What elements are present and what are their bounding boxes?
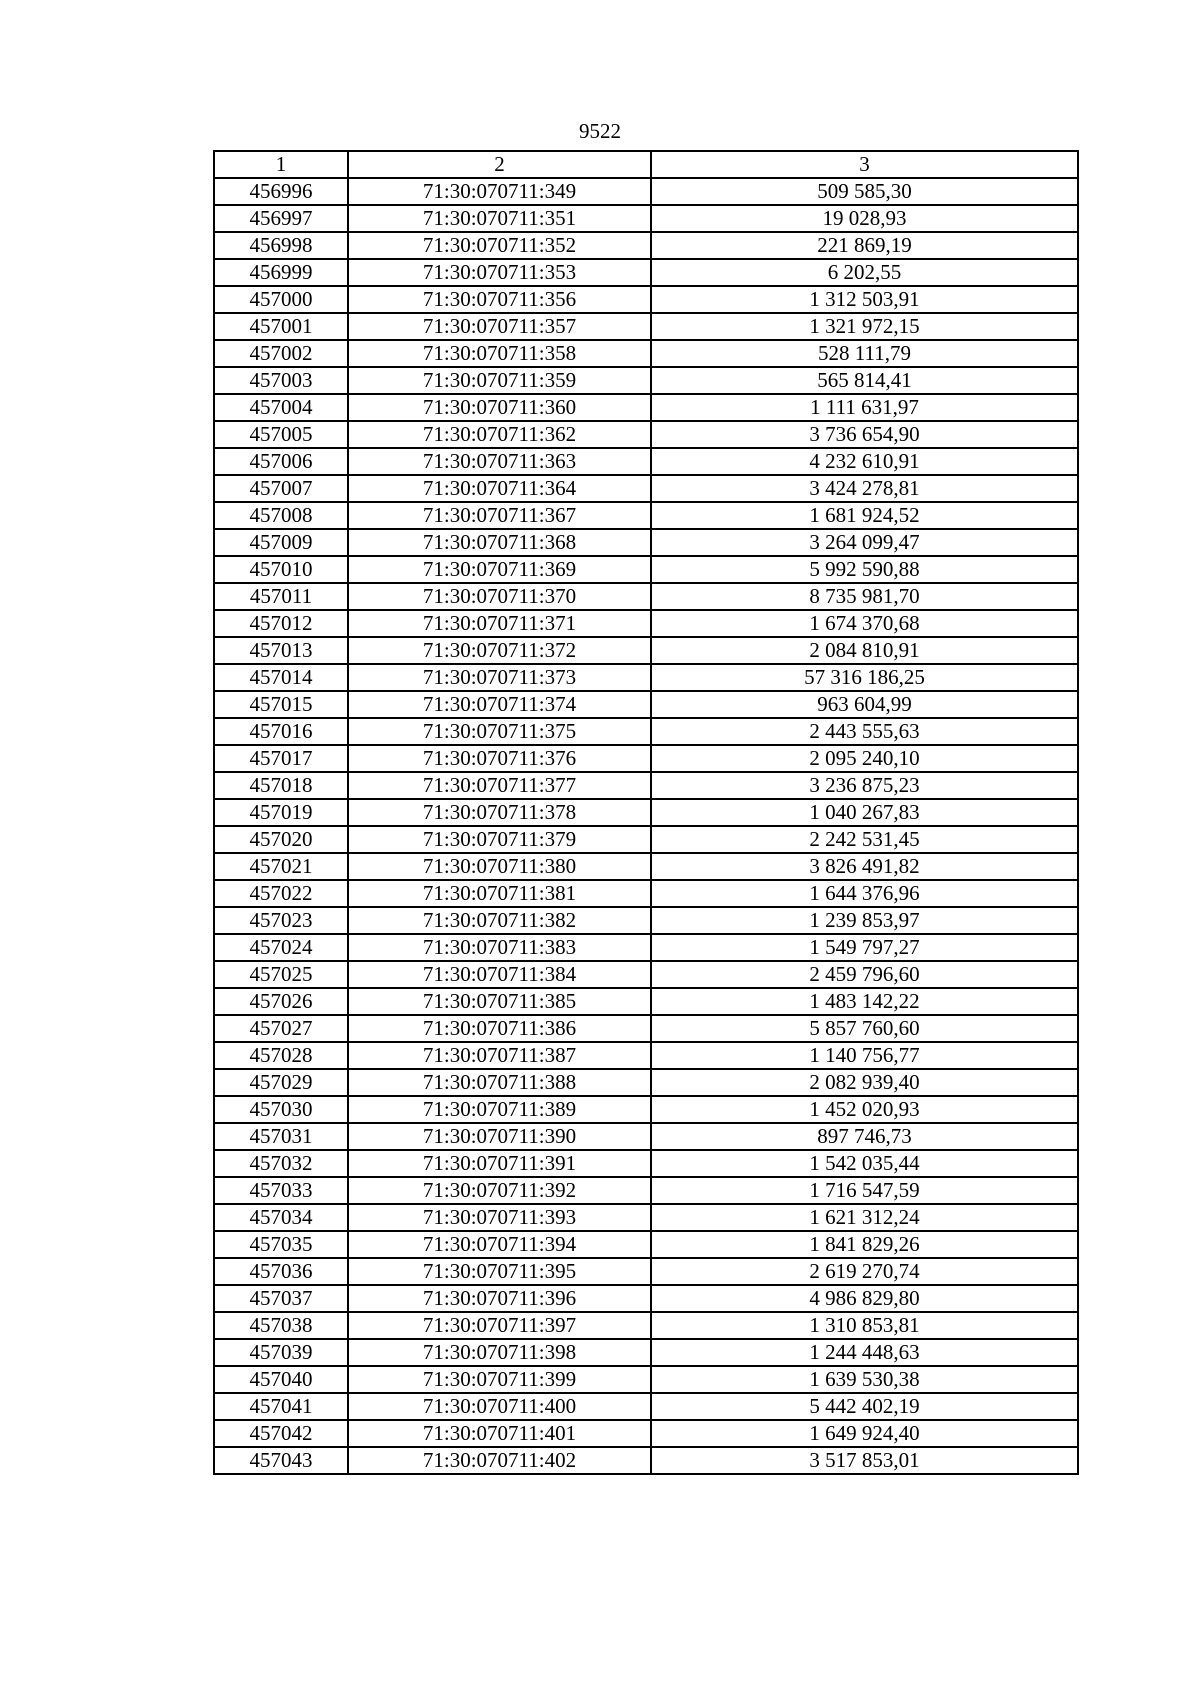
row-number-cell: 457035 (214, 1231, 348, 1258)
value-cell: 3 826 491,82 (651, 853, 1078, 880)
value-cell: 1 239 853,97 (651, 907, 1078, 934)
cadastral-number-cell: 71:30:070711:351 (348, 205, 651, 232)
cadastral-number-cell: 71:30:070711:359 (348, 367, 651, 394)
cadastral-number-cell: 71:30:070711:395 (348, 1258, 651, 1285)
value-cell: 1 542 035,44 (651, 1150, 1078, 1177)
cadastral-number-cell: 71:30:070711:368 (348, 529, 651, 556)
cadastral-number-cell: 71:30:070711:381 (348, 880, 651, 907)
value-cell: 8 735 981,70 (651, 583, 1078, 610)
value-cell: 6 202,55 (651, 259, 1078, 286)
table-row (214, 1447, 1078, 1474)
cadastral-number-cell: 71:30:070711:371 (348, 610, 651, 637)
cadastral-number-cell: 71:30:070711:364 (348, 475, 651, 502)
cadastral-number-cell: 71:30:070711:383 (348, 934, 651, 961)
value-cell: 19 028,93 (651, 205, 1078, 232)
row-number-cell: 457017 (214, 745, 348, 772)
cadastral-number-cell: 71:30:070711:387 (348, 1042, 651, 1069)
table-row (214, 394, 1078, 421)
value-cell: 1 674 370,68 (651, 610, 1078, 637)
table-row (214, 1096, 1078, 1123)
row-number-cell: 457005 (214, 421, 348, 448)
row-number-cell: 457022 (214, 880, 348, 907)
table-row (214, 880, 1078, 907)
cadastral-number-cell: 71:30:070711:399 (348, 1366, 651, 1393)
table-row (214, 961, 1078, 988)
page-number: 9522 (579, 119, 621, 143)
row-number-cell: 457007 (214, 475, 348, 502)
value-cell: 3 517 853,01 (651, 1447, 1078, 1474)
table-row (214, 745, 1078, 772)
value-cell: 963 604,99 (651, 691, 1078, 718)
value-cell: 2 082 939,40 (651, 1069, 1078, 1096)
row-number-cell: 457040 (214, 1366, 348, 1393)
cadastral-number-cell: 71:30:070711:400 (348, 1393, 651, 1420)
table-row (214, 421, 1078, 448)
column-header-3: 3 (651, 151, 1078, 178)
row-number-cell: 457003 (214, 367, 348, 394)
cadastral-number-cell: 71:30:070711:358 (348, 340, 651, 367)
value-cell: 565 814,41 (651, 367, 1078, 394)
row-number-cell: 457016 (214, 718, 348, 745)
row-number-cell: 457028 (214, 1042, 348, 1069)
table-row (214, 988, 1078, 1015)
row-number-cell: 457041 (214, 1393, 348, 1420)
table-row (214, 1042, 1078, 1069)
cadastral-number-cell: 71:30:070711:352 (348, 232, 651, 259)
row-number-cell: 457015 (214, 691, 348, 718)
cadastral-number-cell: 71:30:070711:357 (348, 313, 651, 340)
row-number-cell: 457032 (214, 1150, 348, 1177)
cadastral-number-cell: 71:30:070711:353 (348, 259, 651, 286)
table-row (214, 583, 1078, 610)
value-cell: 5 992 590,88 (651, 556, 1078, 583)
value-cell: 528 111,79 (651, 340, 1078, 367)
row-number-cell: 457021 (214, 853, 348, 880)
row-number-cell: 457020 (214, 826, 348, 853)
value-cell: 1 639 530,38 (651, 1366, 1078, 1393)
row-number-cell: 457002 (214, 340, 348, 367)
table-row (214, 178, 1078, 205)
cadastral-number-cell: 71:30:070711:372 (348, 637, 651, 664)
row-number-cell: 457025 (214, 961, 348, 988)
row-number-cell: 456998 (214, 232, 348, 259)
table-row (214, 1015, 1078, 1042)
row-number-cell: 457004 (214, 394, 348, 421)
row-number-cell: 457018 (214, 772, 348, 799)
row-number-cell: 457012 (214, 610, 348, 637)
table-row (214, 934, 1078, 961)
value-cell: 3 736 654,90 (651, 421, 1078, 448)
cadastral-number-cell: 71:30:070711:377 (348, 772, 651, 799)
row-number-cell: 457030 (214, 1096, 348, 1123)
cadastral-number-cell: 71:30:070711:349 (348, 178, 651, 205)
row-number-cell: 457029 (214, 1069, 348, 1096)
row-number-cell: 457031 (214, 1123, 348, 1150)
cadastral-number-cell: 71:30:070711:402 (348, 1447, 651, 1474)
value-cell: 1 312 503,91 (651, 286, 1078, 313)
value-cell: 1 841 829,26 (651, 1231, 1078, 1258)
row-number-cell: 457036 (214, 1258, 348, 1285)
table-row (214, 637, 1078, 664)
row-number-cell: 457000 (214, 286, 348, 313)
table-body (214, 151, 1078, 1474)
cadastral-number-cell: 71:30:070711:385 (348, 988, 651, 1015)
cadastral-number-cell: 71:30:070711:390 (348, 1123, 651, 1150)
value-cell: 1 452 020,93 (651, 1096, 1078, 1123)
row-number-cell: 457013 (214, 637, 348, 664)
table-row (214, 502, 1078, 529)
table-row (214, 1366, 1078, 1393)
row-number-cell: 457034 (214, 1204, 348, 1231)
row-number-cell: 456999 (214, 259, 348, 286)
cadastral-number-cell: 71:30:070711:398 (348, 1339, 651, 1366)
cadastral-number-cell: 71:30:070711:384 (348, 961, 651, 988)
value-cell: 1 716 547,59 (651, 1177, 1078, 1204)
row-number-cell: 457026 (214, 988, 348, 1015)
value-cell: 897 746,73 (651, 1123, 1078, 1150)
table-row (214, 772, 1078, 799)
column-header-1: 1 (214, 151, 348, 178)
row-number-cell: 457019 (214, 799, 348, 826)
cadastral-number-cell: 71:30:070711:369 (348, 556, 651, 583)
table-row (214, 286, 1078, 313)
value-cell: 1 649 924,40 (651, 1420, 1078, 1447)
data-table (213, 150, 1079, 1475)
value-cell: 4 986 829,80 (651, 1285, 1078, 1312)
value-cell: 3 424 278,81 (651, 475, 1078, 502)
value-cell: 1 321 972,15 (651, 313, 1078, 340)
cadastral-number-cell: 71:30:070711:394 (348, 1231, 651, 1258)
cadastral-number-cell: 71:30:070711:376 (348, 745, 651, 772)
table-row (214, 799, 1078, 826)
table-row (214, 205, 1078, 232)
table-row (214, 826, 1078, 853)
value-cell: 221 869,19 (651, 232, 1078, 259)
cadastral-number-cell: 71:30:070711:401 (348, 1420, 651, 1447)
value-cell: 1 483 142,22 (651, 988, 1078, 1015)
table-row (214, 691, 1078, 718)
cadastral-number-cell: 71:30:070711:397 (348, 1312, 651, 1339)
value-cell: 5 857 760,60 (651, 1015, 1078, 1042)
cadastral-number-cell: 71:30:070711:393 (348, 1204, 651, 1231)
cadastral-number-cell: 71:30:070711:386 (348, 1015, 651, 1042)
row-number-cell: 457006 (214, 448, 348, 475)
value-cell: 1 549 797,27 (651, 934, 1078, 961)
value-cell: 2 242 531,45 (651, 826, 1078, 853)
cadastral-number-cell: 71:30:070711:380 (348, 853, 651, 880)
value-cell: 2 459 796,60 (651, 961, 1078, 988)
cadastral-number-cell: 71:30:070711:392 (348, 1177, 651, 1204)
value-cell: 2 443 555,63 (651, 718, 1078, 745)
value-cell: 1 621 312,24 (651, 1204, 1078, 1231)
table-row (214, 313, 1078, 340)
cadastral-number-cell: 71:30:070711:370 (348, 583, 651, 610)
value-cell: 1 644 376,96 (651, 880, 1078, 907)
row-number-cell: 457027 (214, 1015, 348, 1042)
table-row (214, 718, 1078, 745)
value-cell: 1 040 267,83 (651, 799, 1078, 826)
table-row (214, 1393, 1078, 1420)
value-cell: 3 264 099,47 (651, 529, 1078, 556)
row-number-cell: 457010 (214, 556, 348, 583)
table-row (214, 529, 1078, 556)
row-number-cell: 457008 (214, 502, 348, 529)
row-number-cell: 457039 (214, 1339, 348, 1366)
row-number-cell: 457011 (214, 583, 348, 610)
cadastral-number-cell: 71:30:070711:391 (348, 1150, 651, 1177)
row-number-cell: 457001 (214, 313, 348, 340)
value-cell: 2 084 810,91 (651, 637, 1078, 664)
value-cell: 1 681 924,52 (651, 502, 1078, 529)
table-row (214, 1420, 1078, 1447)
cadastral-number-cell: 71:30:070711:382 (348, 907, 651, 934)
cadastral-number-cell: 71:30:070711:379 (348, 826, 651, 853)
table-row (214, 232, 1078, 259)
cadastral-number-cell: 71:30:070711:367 (348, 502, 651, 529)
table-row (214, 340, 1078, 367)
cadastral-number-cell: 71:30:070711:378 (348, 799, 651, 826)
row-number-cell: 457033 (214, 1177, 348, 1204)
cadastral-number-cell: 71:30:070711:360 (348, 394, 651, 421)
table-row (214, 664, 1078, 691)
cadastral-number-cell: 71:30:070711:396 (348, 1285, 651, 1312)
table-row (214, 907, 1078, 934)
table-row (214, 1285, 1078, 1312)
table-row (214, 367, 1078, 394)
value-cell: 2 619 270,74 (651, 1258, 1078, 1285)
table-row (214, 1069, 1078, 1096)
cadastral-number-cell: 71:30:070711:374 (348, 691, 651, 718)
table-row (214, 610, 1078, 637)
table-row (214, 1177, 1078, 1204)
cadastral-number-cell: 71:30:070711:388 (348, 1069, 651, 1096)
table-row (214, 853, 1078, 880)
cadastral-number-cell: 71:30:070711:362 (348, 421, 651, 448)
table-header-row (214, 151, 1078, 178)
table-row (214, 448, 1078, 475)
row-number-cell: 457037 (214, 1285, 348, 1312)
value-cell: 57 316 186,25 (651, 664, 1078, 691)
row-number-cell: 456997 (214, 205, 348, 232)
table-row (214, 475, 1078, 502)
table-row (214, 1339, 1078, 1366)
column-header-2: 2 (348, 151, 651, 178)
value-cell: 509 585,30 (651, 178, 1078, 205)
row-number-cell: 457009 (214, 529, 348, 556)
row-number-cell: 457023 (214, 907, 348, 934)
cadastral-number-cell: 71:30:070711:356 (348, 286, 651, 313)
row-number-cell: 457043 (214, 1447, 348, 1474)
value-cell: 2 095 240,10 (651, 745, 1078, 772)
value-cell: 1 140 756,77 (651, 1042, 1078, 1069)
row-number-cell: 457024 (214, 934, 348, 961)
value-cell: 1 244 448,63 (651, 1339, 1078, 1366)
row-number-cell: 457038 (214, 1312, 348, 1339)
value-cell: 4 232 610,91 (651, 448, 1078, 475)
table-row (214, 1231, 1078, 1258)
table-row (214, 1150, 1078, 1177)
table-row (214, 1123, 1078, 1150)
table-row (214, 556, 1078, 583)
cadastral-number-cell: 71:30:070711:389 (348, 1096, 651, 1123)
value-cell: 1 310 853,81 (651, 1312, 1078, 1339)
cadastral-number-cell: 71:30:070711:363 (348, 448, 651, 475)
table-row (214, 259, 1078, 286)
row-number-cell: 457042 (214, 1420, 348, 1447)
row-number-cell: 457014 (214, 664, 348, 691)
cadastral-number-cell: 71:30:070711:375 (348, 718, 651, 745)
cadastral-number-cell: 71:30:070711:373 (348, 664, 651, 691)
row-number-cell: 456996 (214, 178, 348, 205)
value-cell: 1 111 631,97 (651, 394, 1078, 421)
value-cell: 5 442 402,19 (651, 1393, 1078, 1420)
table-row (214, 1204, 1078, 1231)
value-cell: 3 236 875,23 (651, 772, 1078, 799)
table-row (214, 1258, 1078, 1285)
table-row (214, 1312, 1078, 1339)
